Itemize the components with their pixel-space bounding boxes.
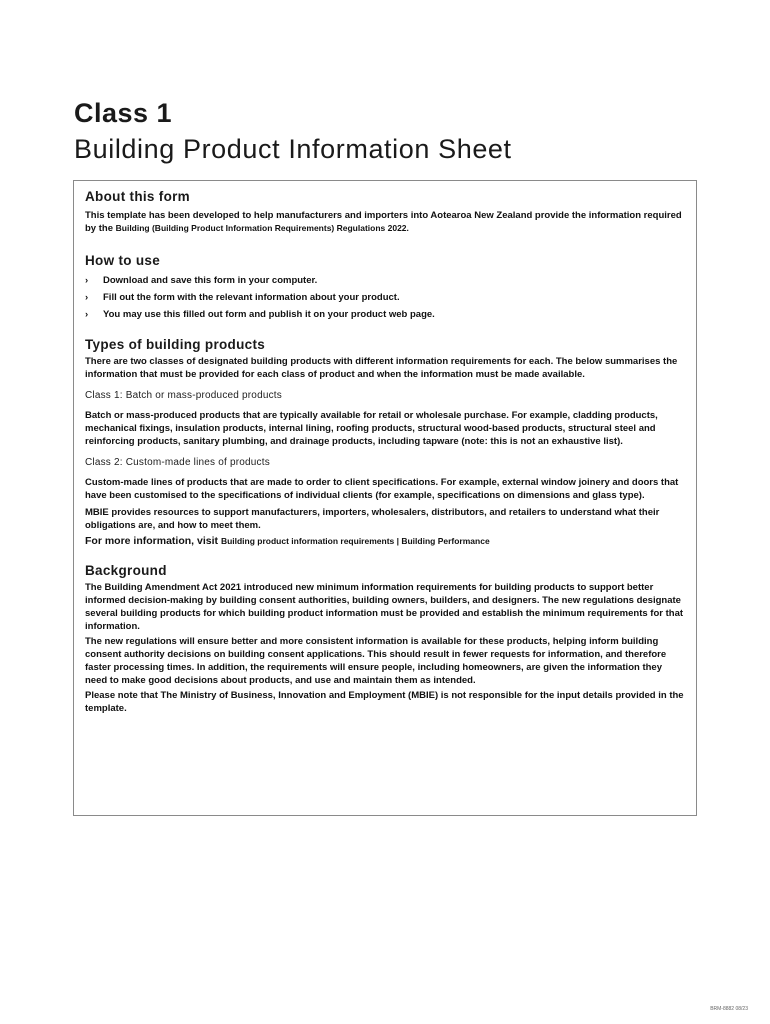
list-item: › Download and save this form in your computer. [85, 272, 686, 289]
class1-text: Batch or mass-produced products that are typically available for retail or wholesale purchase. For example, cladding products, mechanical fixings, insulation products, internal lining, roofing products, structural wood-based products, structural steel and reinforcing products, sanitary plumbing, and drainage products, including tapware (note: this is not an exhaustive list). [85, 410, 658, 447]
list-item: › You may use this filled out form and publish it on your product web page. [85, 306, 686, 323]
bullet-icon: › [85, 275, 89, 286]
how-to-use-heading: How to use [85, 253, 161, 268]
background-para-3: Please note that The Ministry of Business, Innovation and Employment (MBIE) is not responsible for the input details provided in the template. [85, 690, 684, 714]
class2-text: Custom-made lines of products that are made to order to client specifications. For example, external window joinery and doors that have been customised to the specifications of individual clients (for example, specifications on dimensions and glass type). [85, 477, 679, 501]
regulation-name: Building (Building Product Information Requirements) Regulations 2022. [115, 223, 409, 233]
background-para-2: The new regulations will ensure better and more consistent information is available for these products, helping inform building consent authority decisions on building consent applications. This should result in fewer requests for information, and therefore faster processing times. In addition, the requirements will ensure people, including homeowners, are given the information they need to make good decisions about products, and use and maintain them as intended. [85, 636, 667, 686]
class2-heading: Class 2: Custom-made lines of products [85, 457, 270, 468]
background-para-1: The Building Amendment Act 2021 introduced new minimum information requirements for building products to support better informed decision-making by building consent authorities, building owners, builders, and designers. The new regulations designate several building products for which building product information must be provided and establish the minimum requirements for that information. [85, 582, 684, 632]
bullet-icon: › [85, 292, 89, 303]
info-box [73, 180, 697, 816]
title-class: Class 1 [74, 98, 173, 128]
background-heading: Background [85, 563, 167, 578]
how-to-use-list [85, 272, 686, 323]
more-info: For more information, visit Building product information requirements | Building Performance [85, 535, 490, 547]
types-heading: Types of building products [85, 337, 266, 352]
footer-code: BRM-8882 08/23 [710, 1006, 748, 1012]
types-intro: There are two classes of designated building products with different information requirements for each. The below summarises the information that must be provided for each class of product and when the information must be made available. [85, 356, 678, 380]
more-info-link[interactable]: Building product information requirements | Building Performance [220, 536, 490, 546]
bullet-icon: › [85, 309, 89, 320]
class1-heading: Class 1: Batch or mass-produced products [85, 390, 282, 401]
page-title [74, 96, 512, 168]
about-text: This template has been developed to help manufacturers and importers into Aotearoa New Zealand provide the information required by the Building (Building Product Information Requirements) Regulations 2022. [85, 210, 682, 234]
title-sheet-name: Building Product Information Sheet [74, 134, 512, 164]
about-heading: About this form [85, 189, 190, 204]
mbie-text: MBIE provides resources to support manufacturers, importers, wholesalers, distributors, and retailers to understand what their obligations are, and how to meet them. [85, 507, 660, 531]
list-item: › Fill out the form with the relevant information about your product. [85, 289, 686, 306]
